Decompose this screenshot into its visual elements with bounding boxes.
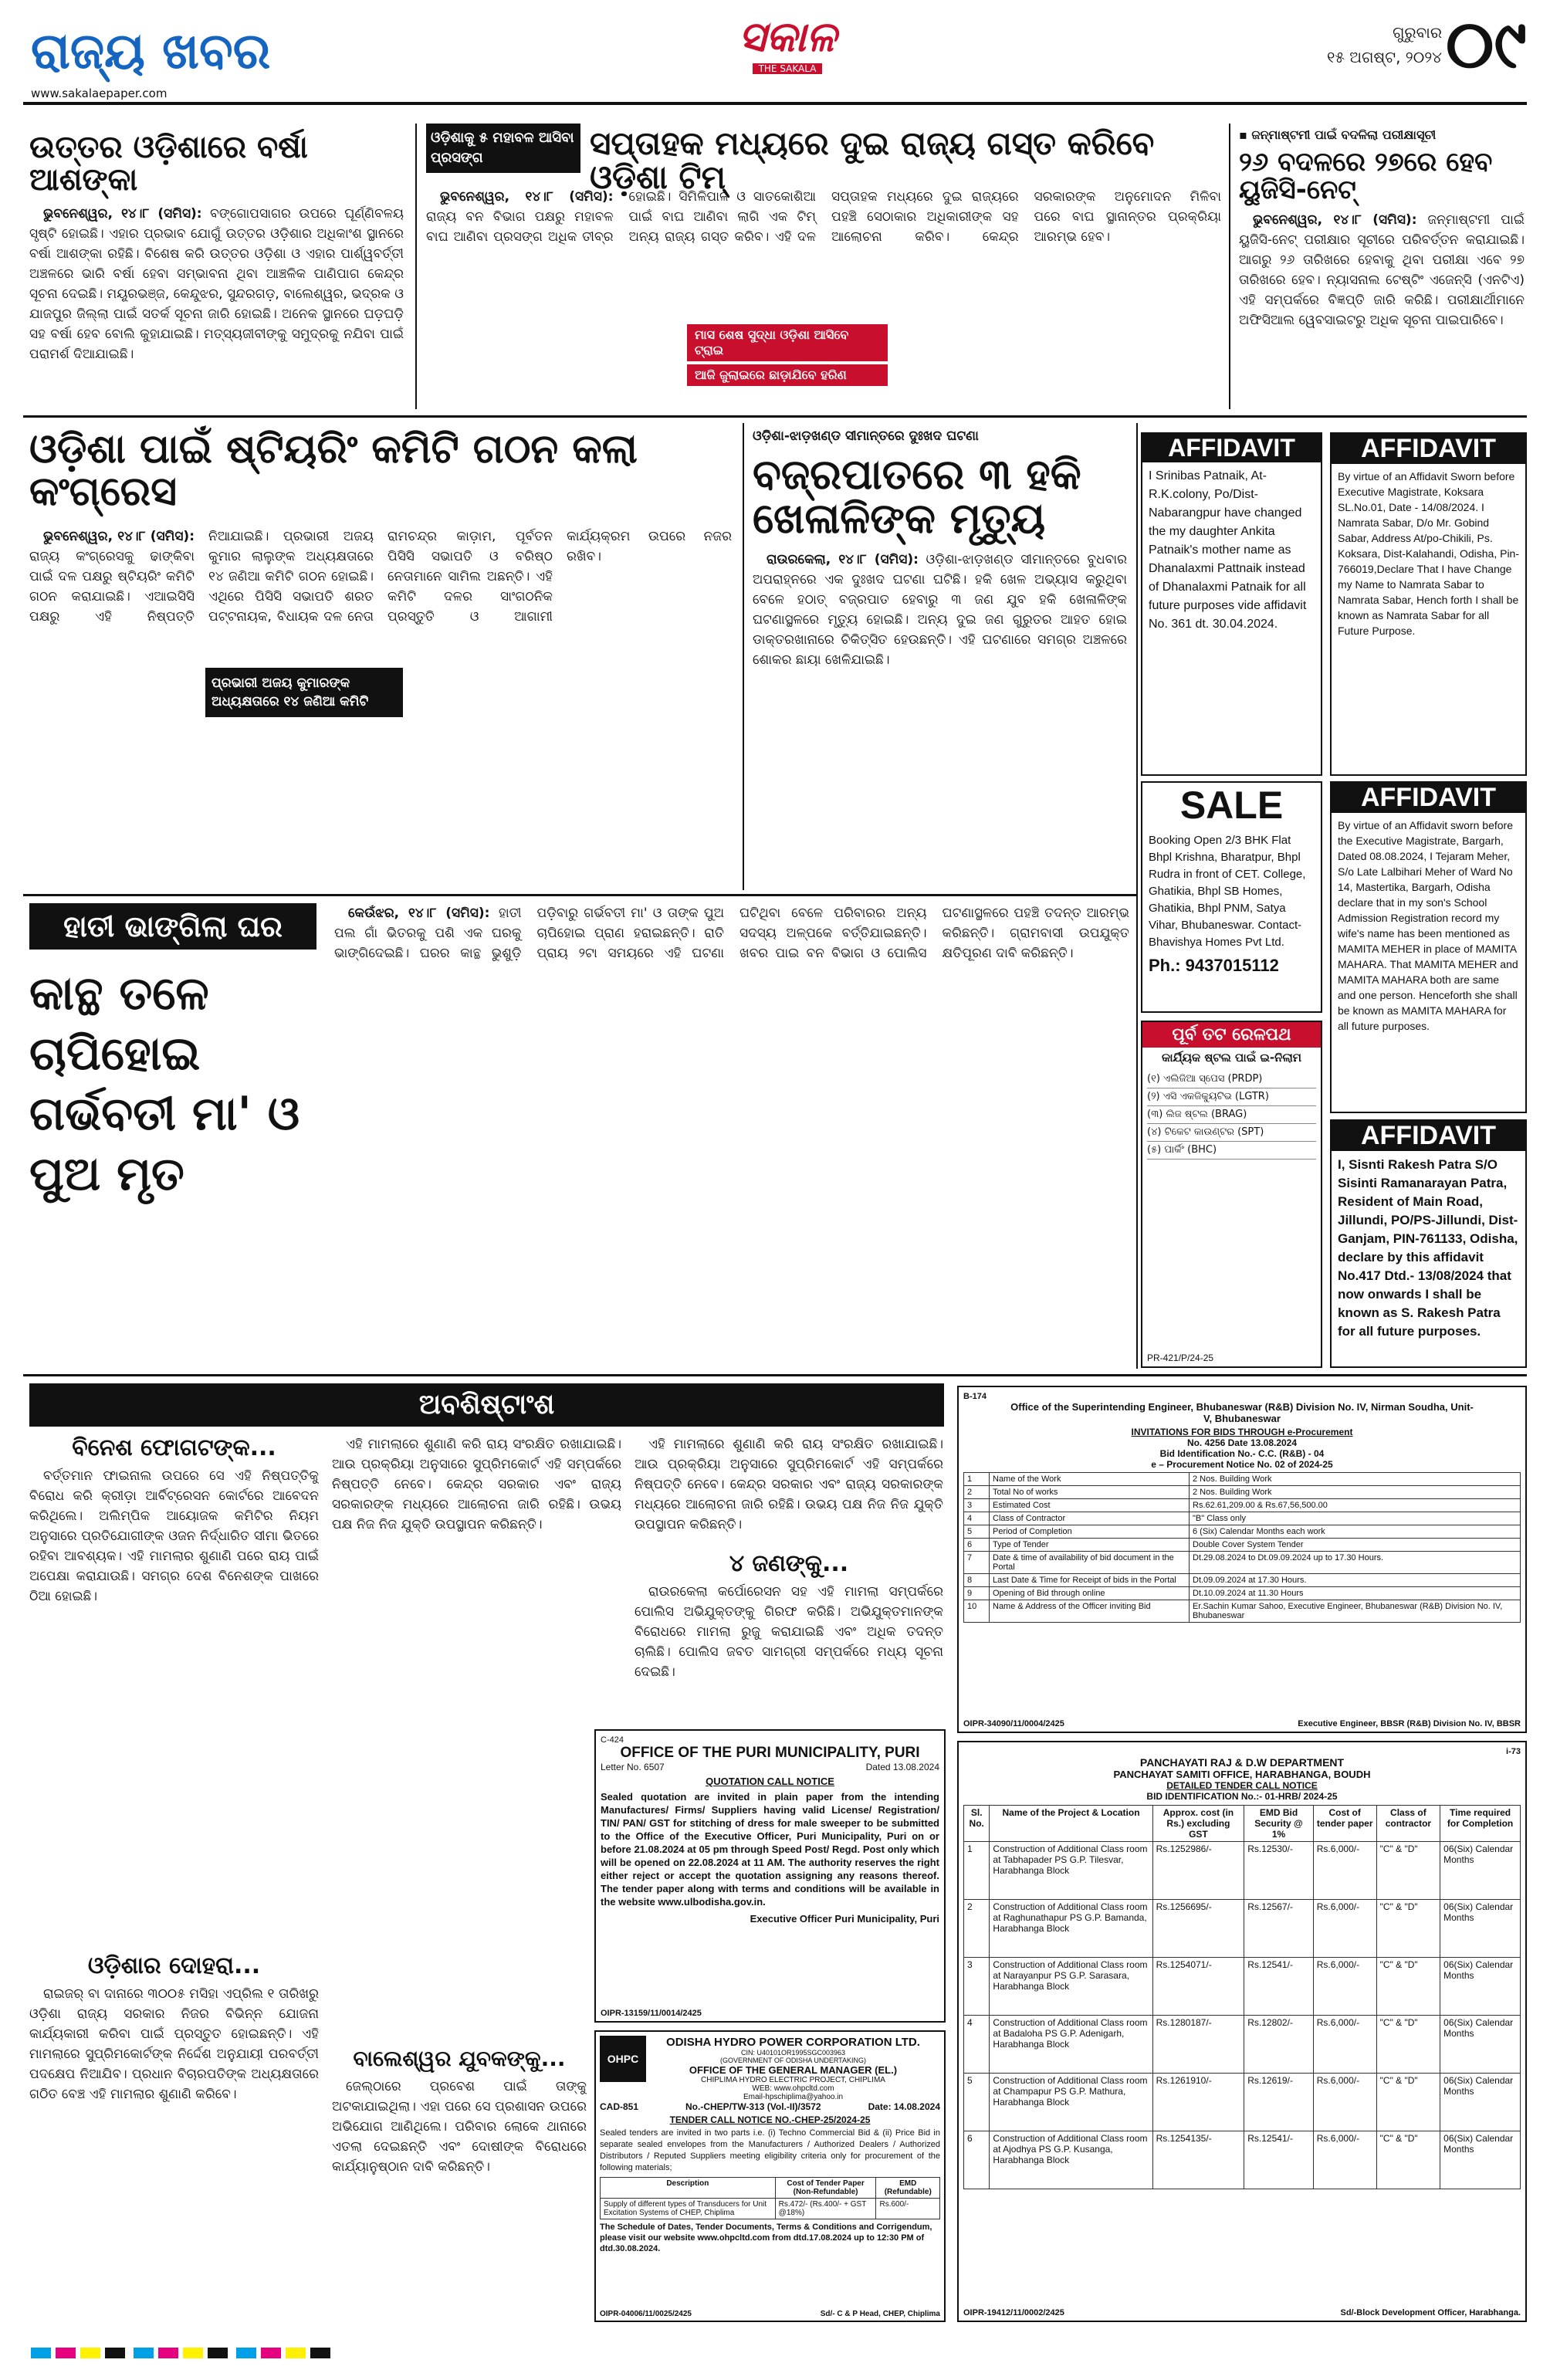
ohpc-tender-ad: [594, 2030, 946, 2322]
ad-code: CAD-851: [600, 2101, 639, 2112]
table-header: Description: [601, 2178, 776, 2199]
sale-phone[interactable]: Ph.: 9437015112: [1149, 956, 1279, 975]
article-body: [334, 903, 1129, 1359]
table-cell: Dt.09.09.2024 at 17.30 Hours.: [1190, 1574, 1521, 1587]
ohpc-title: ODISHA HYDRO POWER CORPORATION LTD.: [666, 2036, 920, 2049]
table-cell: 06(Six) Calendar Months: [1440, 2074, 1521, 2131]
table-cell: 06(Six) Calendar Months: [1440, 1958, 1521, 2016]
table-row: [964, 1958, 1521, 2016]
ad-footer: OIPR-13159/11/0014/2425: [601, 2009, 702, 2018]
table-cell: 8: [964, 1574, 990, 1587]
headline: କାନ୍ଥ ତଳେ ଚାପିହୋଇ ଗର୍ଭବତୀ ମା' ଓ ପୁଅ ମୃତ: [29, 967, 300, 1201]
ohpc-footer-text: The Schedule of Dates, Tender Documents, Terms & Conditions and Corrigendum, please visit our website www.ohpcltd.com from dtd.17.08.2024 up to 12:30 PM of dtd.30.08.2024.: [600, 2223, 932, 2253]
ad-sign: Executive Engineer, BBSR (R&B) Division No. IV, BBSR: [1298, 1719, 1521, 1728]
masthead-day: ଗୁରୁବାର: [1393, 23, 1442, 42]
story-north-odisha-rain: [29, 131, 404, 409]
table-cell: Rs.6,000/-: [1313, 2131, 1376, 2189]
affidavit-title: AFFIDAVIT: [1332, 434, 1525, 464]
body-text: ଜନ୍ମାଷ୍ଟମୀ ପାଇଁ ୟୁଜିସି-ନେଟ୍ ପରୀକ୍ଷାର ସୂଚୀରେ ପରିବର୍ତ୍ତନ କରାଯାଇଛି। ଆଗରୁ ୨୬ ତାରିଖରେ ହେବାକୁ ଥିବା ପରୀକ୍ଷା ଏବେ ୨୭ ତାରିଖରେ ହେବ। ନ୍ୟାସନାଲ ଟେଷ୍ଟିଂ ଏଜେନ୍ସି (ଏନଟିଏ) ଏହି ସମ୍ପର୍କରେ ବିଜ୍ଞପ୍ତି ଜାରି କରିଛି। ପରୀକ୍ଷାର୍ଥୀମାନେ ଅଫିସିଆଲ ୱେବସାଇଟରୁ ଅଧିକ ସୂଚନା ପାଇପାରିବେ।: [1239, 212, 1525, 329]
remaining-col-1: [29, 1434, 319, 2322]
tender-bid-id: BID IDENTIFICATION No.:- 01-HRB/ 2024-25: [1146, 1791, 1338, 1802]
affidavit-ad-2: [1330, 432, 1527, 776]
table-cell: 6 (Six) Calendar Months each work: [1190, 1525, 1521, 1539]
table-cell: Rs.1254135/-: [1152, 2131, 1244, 2189]
ohpc-body: Sealed tenders are invited in two parts i.e. (i) Techno Commercial Bid & (ii) Price Bid in separate sealed envelopes from the Manufacturers / Authorized Dealers / Authorized Distributors / Reputed Suppliers meeting eligibility criteria only for procurement of the following materials;: [600, 2128, 940, 2172]
article-body: [29, 204, 404, 428]
ohpc-cin: CIN: U40101OR1995SGC003963: [740, 2049, 846, 2057]
section-rule: [23, 894, 1136, 896]
highlight-box: [687, 324, 888, 386]
table-cell: Rs.12567/-: [1244, 1900, 1314, 1958]
table-row: [964, 2016, 1521, 2074]
ohpc-no-row: [600, 2101, 940, 2112]
table-cell: 3: [964, 1958, 990, 2016]
table-cell: 2: [964, 1486, 990, 1499]
table-cell: "B" Class only: [1190, 1512, 1521, 1525]
ad-footer: OIPR-34090/11/0004/2425: [963, 1719, 1064, 1728]
article-body: [29, 526, 732, 928]
ad-code: B-174: [963, 1392, 987, 1401]
ohpc-office: OFFICE OF THE GENERAL MANAGER (EL.): [689, 2064, 898, 2076]
railway-rows: [1142, 1068, 1321, 1163]
table-cell: Rs.6,000/-: [1313, 1900, 1376, 1958]
table-cell: 5: [964, 2074, 990, 2131]
table-cell: "C" & "D": [1376, 1842, 1440, 1900]
ad-dated: Dated 13.08.2024: [865, 1762, 939, 1772]
ad-code: i-73: [1506, 1747, 1521, 1756]
table-row: [964, 1499, 1521, 1512]
table-header: Sl. No.: [964, 1806, 990, 1842]
body-text: ଏହି ମାମଲାରେ ଶୁଣାଣି କରି ରାୟ ସଂରକ୍ଷିତ ରଖାଯାଇଛି। ଆଉ ପ୍ରକ୍ରିୟା ଅନୁସାରେ ସୁପ୍ରିମକୋର୍ଟ ଏହି ସମ୍ପର୍କରେ ନିଷ୍ପତ୍ତି ନେବେ। କେନ୍ଦ୍ର ସରକାର ଏବଂ ରାଜ୍ୟ ସରକାରଙ୍କ ମଧ୍ୟରେ ଆଲୋଚନା ଜାରି ରହିଛି। ଉଭୟ ପକ୍ଷ ନିଜ ନିଜ ଯୁକ୍ତି ଉପସ୍ଥାପନ କରିଛନ୍ତି।: [332, 1437, 621, 1532]
ad-sign: Sd/- C & P Head, CHEP, Chiplima: [820, 2310, 940, 2318]
table-cell: 4: [964, 2016, 990, 2074]
table-cell: Rs.6,000/-: [1313, 1958, 1376, 2016]
column-rule: [415, 124, 417, 409]
table-cell: 10: [964, 1600, 990, 1623]
story-elephant: [29, 903, 1129, 1366]
tender-footer-row: [963, 1719, 1521, 1728]
table-row: [964, 2131, 1521, 2189]
subhead-text: ପ୍ରଭାରୀ ଅଜୟ କୁମାରଙ୍କ ଅଧ୍ୟକ୍ଷତାରେ ୧୪ ଜଣିଆ କମିଟି: [212, 675, 369, 709]
story-tag: ହାତୀ ଭାଙ୍ଗିଲା ଘର: [29, 903, 316, 950]
ad-subtitle: QUOTATION CALL NOTICE: [706, 1776, 834, 1787]
dateline: କେଉଁଝର, ୧୪।୮ (ସମିସ):: [348, 906, 490, 921]
highlight-1: ମାସ ଶେଷ ସୁଦ୍ଧା ଓଡ଼ିଶା ଆସିବେ ଟ୍ରାଇ: [687, 324, 888, 361]
table-cell: Rs.12619/-: [1244, 2074, 1314, 2131]
railway-ad: [1141, 1021, 1322, 1368]
affidavit-ad-1: [1141, 432, 1322, 776]
table-cell: Supply of different types of Transducers for Unit Excitation Systems of CHEP, Chiplima: [601, 2199, 776, 2219]
website[interactable]: www.sakalaepaper.com: [31, 86, 168, 100]
table-cell: Rs.12802/-: [1244, 2016, 1314, 2074]
affidavit-title: AFFIDAVIT: [1332, 783, 1525, 813]
table-cell: 2 Nos. Building Work: [1190, 1486, 1521, 1499]
puri-municipality-ad: [594, 1729, 946, 2023]
tender-office: Office of the Superintending Engineer, Bhubaneswar (R&B) Division No. IV, Nirman Soudha, Unit-V, Bhubaneswar: [1010, 1401, 1474, 1424]
column-rule: [1136, 423, 1138, 1369]
ohpc-subtitle: TENDER CALL NOTICE NO.-CHEP-25/2024-25: [669, 2114, 871, 2125]
article-body: [1239, 210, 1525, 395]
page-number: ୦୯: [1445, 6, 1527, 83]
railway-row: (୪) ଟିକେଟ କାଉଣ୍ଟର (SPT): [1147, 1124, 1316, 1142]
tender-footer-row: [963, 2308, 1521, 2317]
table-cell: Rs.1254071/-: [1152, 1958, 1244, 2016]
table-cell: Rs.1280187/-: [1152, 2016, 1244, 2074]
story-lightning: [753, 428, 1127, 888]
table-cell: Last Date & Time for Receipt of bids in the Portal: [990, 1574, 1190, 1587]
table-cell: Double Cover System Tender: [1190, 1539, 1521, 1552]
ad-footer: OIPR-19412/11/0002/2425: [963, 2308, 1064, 2317]
tender-title: INVITATIONS FOR BIDS THROUGH e-Procurement: [1131, 1427, 1353, 1437]
table-cell: Name & Address of the Officer inviting Bid: [990, 1600, 1190, 1623]
table-cell: Rs.12541/-: [1244, 1958, 1314, 2016]
table-cell: Opening of Bid through online: [990, 1587, 1190, 1600]
table-cell: Er.Sachin Kumar Sahoo, Executive Engineer, Bhubaneswar (R&B) Division No. IV, Bhubaneswar: [1190, 1600, 1521, 1623]
table-cell: Construction of Additional Class room at Tabhapader PS G.P. Tilesvar, Harabhanga Block: [990, 1842, 1152, 1900]
ohpc-table: [600, 2177, 940, 2219]
table-cell: 2: [964, 1900, 990, 1958]
article-body: [753, 550, 1127, 874]
table-cell: Period of Completion: [990, 1525, 1190, 1539]
masthead: [0, 0, 1550, 104]
table-row: [964, 1525, 1521, 1539]
table-header: Cost of tender paper: [1313, 1806, 1376, 1842]
ohpc-govt: (GOVERNMENT OF ODISHA UNDERTAKING): [719, 2057, 867, 2064]
dateline: ଭୁବନେଶ୍ୱର, ୧୪।୮ (ସମିସ):: [440, 189, 614, 205]
body-text: ବଙ୍ଗୋପସାଗର ଉପରେ ଘୂର୍ଣ୍ଣିବଳୟ ସୃଷ୍ଟି ହୋଇଛି। ଏହାର ପ୍ରଭାବ ଯୋଗୁଁ ଉତ୍ତର ଓଡ଼ିଶାର ଅଧିକାଂଶ ସ୍ଥାନରେ ବର୍ଷା ଆଶଙ୍କା ରହିଛି। ବିଶେଷ କରି ଉତ୍ତର ଓଡ଼ିଶା ଓ ଏହାର ପାର୍ଶ୍ୱବର୍ତ୍ତୀ ଅଞ୍ଚଳରେ ଭାରି ବର୍ଷା ହେବା ସମ୍ଭାବନା ଥିବା ଆଞ୍ଚଳିକ ପାଣିପାଗ କେନ୍ଦ୍ର ସୂଚନା ଦେଇଛି। ମୟୂରଭଞ୍ଜ, କେନ୍ଦୁଝର, ସୁନ୍ଦରଗଡ଼, ବାଲେଶ୍ୱର, ଭଦ୍ରକ ଓ ଯାଜପୁର ଜିଲ୍ଲା ପାଇଁ ସତର୍କ ସୂଚନା ଜାରି ହୋଇଛି। ଅନେକ ସ୍ଥାନରେ ଘଡ଼ଘଡ଼ି ସହ ବର୍ଷା ହେବ ବୋଲି କୁହାଯାଇଛି। ମତ୍ସ୍ୟଜୀବୀଙ୍କୁ ସମୁଦ୍ରକୁ ନଯିବା ପାଇଁ ପରାମର୍ଶ ଦିଆଯାଇଛି।: [29, 206, 404, 362]
table-row: [964, 1574, 1521, 1587]
remaining-col-3b: [332, 2046, 587, 2324]
headline: ଓଡ଼ିଶା ପାଇଁ ଷ୍ଟିୟରିଂ କମିଟି ଗଠନ କଲା କଂଗ୍ରେସ: [29, 426, 638, 515]
table-cell: Rs.62.61,209.00 & Rs.67,56,500.00: [1190, 1499, 1521, 1512]
ad-footer: OIPR-04006/11/0025/2425: [600, 2310, 692, 2318]
ad-letter: Letter No. 6507: [601, 1762, 665, 1772]
table-row: [964, 1842, 1521, 1900]
section-rule: [23, 415, 1527, 418]
affidavit-ad-4: [1330, 1119, 1527, 1368]
table-cell: 7: [964, 1552, 990, 1574]
ad-body: Sealed quotation are invited in plain paper from the intending Manufactures/ Firms/ Suppliers having valid License/ Registration/ TIN/ PAN/ GST for stitching of dress for male sweeper to be submitted to the Office of the Executive Officer, Puri Municipality, Puri on or before 21.08.2024 at 05 pm through Speed Post/ Regd. Post only which will be opened on 22.08.2024 at 11 AM. The authority reserves the right either reject or accept the quotation assigning any reasons thereof. The tender paper along with terms and conditions will be available in the website www.ulbodisha.gov.in.: [601, 1791, 939, 1908]
table-row: [964, 2074, 1521, 2131]
table-cell: "C" & "D": [1376, 1900, 1440, 1958]
table-header: Time required for Completion: [1440, 1806, 1521, 1842]
headline: ଉତ୍ତର ଓଡ଼ିଶାରେ ବର୍ଷା ଆଶଙ୍କା: [29, 130, 308, 198]
table-cell: Construction of Additional Class room at Badaloha PS G.P. Adenigarh, Harabhanga Block: [990, 2016, 1152, 2074]
body-text: ରାଇଜର୍ ବା ଦାନାରେ ୩୦୦୫ ମସିହା ଏପ୍ରିଲ ୧ ତାରିଖରୁ ଓଡ଼ିଶା ରାଜ୍ୟ ସରକାର ନିଜର ବିଭିନ୍ନ ଯୋଜନା କାର୍ଯ୍ୟକାରୀ କରିବା ପାଇଁ ପ୍ରସ୍ତୁତ ହୋଇଛନ୍ତି। ଏହି ମାମଲାରେ ସୁପ୍ରିମକୋର୍ଟଙ୍କ ନିର୍ଦ୍ଦେଶ ଅନୁଯାୟୀ ପରବର୍ତ୍ତୀ ପଦକ୍ଷେପ ନିଆଯିବ। ପ୍ରଧାନ ବିଚାରପତିଙ୍କ ଅଧ୍ୟକ୍ଷତାରେ ଗଠିତ ବେଞ୍ଚ ଏହି ମାମଲାର ଶୁଣାଣି କରିବେ।: [29, 1986, 319, 2102]
ohpc-date: Date: 14.08.2024: [868, 2101, 940, 2112]
ohpc-email[interactable]: Email-hpschiplima@yahoo.in: [743, 2093, 844, 2101]
railway-row: (୫) ପାର୍କିଂ (BHC): [1147, 1142, 1316, 1160]
affidavit-body: I Srinibas Patnaik, At-R.K.colony, Po/Dist-Nabarangpur have changed the my daughter Ankita Patnaik's mother name as Dhanalaxmi Pattnaik instead of Dhanalaxmi Patnaik for all future purposes vide affidavit No. 361 dt. 30.04.2024.: [1149, 469, 1307, 631]
body-text: ରାଜ୍ୟ କଂଗ୍ରେସକୁ ଢାଙ୍କିବା ପାଇଁ ଦଳ ପକ୍ଷରୁ ଷ୍ଟିୟରିଂ କମିଟି ଗଠନ କରାଯାଇଛି। ଏଆଇସିସି ପକ୍ଷରୁ ଏହି ନିଷ୍ପତ୍ତି ନିଆଯାଇଛି। ପ୍ରଭାରୀ ଅଜୟ କୁମାର ଲାଲୁଙ୍କ ଅଧ୍ୟକ୍ଷତାରେ ୧୪ ଜଣିଆ କମିଟି ଗଠନ ହୋଇଛି। ଏଥିରେ ପିସିସି ସଭାପତି ଶରତ ପଟ୍ଟନାୟକ, ବିଧାୟକ ଦଳ ନେତା ରାମଚନ୍ଦ୍ର କାଡ଼ାମ, ପୂର୍ବତନ ପିସିସି ସଭାପତି ଓ ବରିଷ୍ଠ ନେତାମାନେ ସାମିଲ ଅଛନ୍ତି। ଏହି କମିଟି ଦଳର ସାଂଗଠନିକ ପ୍ରସ୍ତୁତି ଓ ଆଗାମୀ କାର୍ଯ୍ୟକ୍ରମ ଉପରେ ନଜର ରଖିବ।: [29, 529, 732, 625]
table-cell: "C" & "D": [1376, 2016, 1440, 2074]
railway-code: PR-421/P/24-25: [1147, 1353, 1214, 1363]
table-cell: Rs.6,000/-: [1313, 2016, 1376, 2074]
tender-office-2: PANCHAYAT SAMITI OFFICE, HARABHANGA, BOUDH: [1113, 1769, 1371, 1780]
body-text: ହାତୀ ପଲ ଗାଁ ଭିତରକୁ ପଶି ଏକ ଘରକୁ ଭାଙ୍ଗିଦେଇଛି। ଘରର କାନ୍ଥ ଭୁଶୁଡ଼ି ପଡ଼ିବାରୁ ଗର୍ଭବତୀ ମା' ଓ ତାଙ୍କ ପୁଅ ଚାପିହୋଇ ପ୍ରାଣ ହରାଇଛନ୍ତି। ରାତି ପ୍ରାୟ ୨ଟା ସମୟରେ ଏହି ଘଟଣା ଘଟିଥିବା ବେଳେ ପରିବାରର ଅନ୍ୟ ସଦସ୍ୟ ଅଳ୍ପକେ ବର୍ତ୍ତିଯାଇଛନ୍ତି। ଖବର ପାଇ ବନ ବିଭାଗ ଓ ପୋଲିସ ଘଟଣାସ୍ଥଳରେ ପହଞ୍ଚି ତଦନ୍ତ ଆରମ୍ଭ କରିଛନ୍ତି। ଗ୍ରାମବାସୀ ଉପଯୁକ୍ତ କ୍ଷତିପୂରଣ ଦାବି କରିଛନ୍ତି।: [334, 906, 1129, 961]
story-tag: [426, 124, 580, 173]
table-cell: Name of the Work: [990, 1473, 1190, 1486]
tag-text: ଓଡ଼ିଶାକୁ ୫ ମହାବଳ ଆସିବା ପ୍ରସଙ୍ଗ: [431, 130, 574, 166]
masthead-date: ୧୫ ଅଗଷ୍ଟ, ୨୦୨୪: [1327, 48, 1442, 66]
table-row: [964, 1600, 1521, 1623]
ad-title: OFFICE OF THE PURI MUNICIPALITY, PURI: [620, 1745, 920, 1761]
ohpc-footer-row: [600, 2310, 940, 2318]
table-cell: 4: [964, 1512, 990, 1525]
table-cell: 5: [964, 1525, 990, 1539]
table-cell: Date & time of availability of bid document in the Portal: [990, 1552, 1190, 1574]
table-row: [964, 1587, 1521, 1600]
headline: ୨୬ ବଦଳରେ ୨୭ରେ ହେବ ୟୁଜିସି-ନେଟ୍: [1239, 147, 1493, 205]
table-cell: Dt.29.08.2024 to Dt.09.09.2024 up to 17.30 Hours.: [1190, 1552, 1521, 1574]
headline: ବଜ୍ରପାତରେ ୩ ହକି ଖେଳାଳିଙ୍କ ମୃତ୍ୟୁ: [753, 450, 1081, 543]
table-header: Cost of Tender Paper (Non-Refundable): [775, 2178, 876, 2199]
tender-table: [963, 1805, 1521, 2189]
logo-text: ସକାଳ: [738, 12, 837, 61]
railway-title: ପୂର୍ବ ତଟ ରେଳପଥ: [1142, 1022, 1321, 1048]
table-cell: 1: [964, 1473, 990, 1486]
table-cell: 6: [964, 2131, 990, 2189]
item-body: [29, 1466, 319, 1945]
tender-notice: No. 4256 Date 13.08.2024: [1186, 1437, 1298, 1448]
sale-title: SALE: [1142, 783, 1321, 828]
tender-office: PANCHAYATI RAJ & D.W DEPARTMENT: [1139, 1756, 1345, 1769]
column-rule: [743, 423, 744, 890]
table-cell: Construction of Additional Class room at Ajodhya PS G.P. Kusanga, Harabhanga Block: [990, 2131, 1152, 2189]
dateline: ଭୁବନେଶ୍ୱର, ୧୪।୮ (ସମିସ):: [43, 529, 195, 545]
affidavit-ad-3: [1330, 781, 1527, 1113]
remaining-banner: [29, 1383, 944, 1427]
column-rule: [1229, 124, 1230, 409]
item-body: [332, 2077, 587, 2308]
tender-bid-id: Bid Identification No.- C.C. (R&B) - 04: [1159, 1448, 1325, 1459]
railway-row: (୩) ଲିଜ ଷ୍ଟଲ (BRAG): [1147, 1106, 1316, 1124]
table-header-row: [964, 1806, 1521, 1842]
affidavit-body: I, Sisnti Rakesh Patra S/O Sisinti Ramanarayan Patra, Resident of Main Road, Jillundi, PO/PS-Jillundi, Dist-Ganjam, PIN-761133, Odisha, declare by this affidavit No.417 Dtd.- 13/08/2024 that now onwards I shall be known as S. Rakesh Patra for all future purposes.: [1338, 1157, 1518, 1339]
table-cell: Rs.12541/-: [1244, 2131, 1314, 2189]
table-cell: Rs.472/- (Rs.400/- + GST @18%): [775, 2199, 876, 2219]
table-cell: Type of Tender: [990, 1539, 1190, 1552]
ad-letter-row: [601, 1762, 939, 1772]
table-cell: Rs.12530/-: [1244, 1842, 1314, 1900]
section-title: ରାଜ୍ୟ ଖବର: [31, 23, 271, 80]
ohpc-no: No.-CHEP/TW-313 (Vol.-II)/3572: [685, 2101, 821, 2112]
print-registration-bar: [31, 2347, 1521, 2362]
table-cell: 06(Six) Calendar Months: [1440, 1900, 1521, 1958]
item-body: [29, 1984, 319, 2308]
table-header: Approx. cost (in Rs.) excluding GST: [1152, 1806, 1244, 1842]
table-cell: Total No of works: [990, 1486, 1190, 1499]
kicker: ଓଡ଼ିଶା-ଝାଡ଼ଖଣ୍ଡ ସୀମାନ୍ତରେ ଦୁଃଖଦ ଘଟଣା: [753, 428, 979, 444]
body-text: ଜେଲ୍‌ଠାରେ ପ୍ରବେଶ ପାଇଁ ତାଙ୍କୁ ଅଟକାଯାଇଥିଲା। ଏହା ପରେ ସେ ପ୍ରଶାସନ ଉପରେ ଅଭିଯୋଗ ଆଣିଥିଲେ। ପରିବାର ଲୋକେ ଥାନାରେ ଏତଲା ଦେଇଛନ୍ତି ଏବଂ ଦୋଷୀଙ୍କ ବିରୋଧରେ କାର୍ଯ୍ୟାନୁଷ୍ଠାନ ଦାବି କରିଛନ୍ତି।: [332, 2079, 587, 2175]
table-cell: "C" & "D": [1376, 2074, 1440, 2131]
affidavit-body: By virtue of an Affidavit sworn before the Executive Magistrate, Bargarh, Dated 08.08.2024, I Tejaram Meher, S/o Late Lalbihari Meher of Ward No 14, Mastertika, Bargarh, Odisha declare that in my son's School Admission Registration record my wife's name has been mentioned as MAMITA MEHER in place of MAMITA MAHARA. That MAMITA MEHER and MAMITA MAHARA both are same and one person. Henceforth she shall be known as MAMITA MAHARA for all future purposes.: [1338, 819, 1518, 1032]
ohpc-logo-icon: OHPC: [600, 2036, 646, 2082]
railway-subtitle: କାର୍ଯ୍ୟିକ ଷ୍ଟଲ ପାଇଁ ଇ-ନିଲାମ: [1162, 1051, 1301, 1065]
table-header: Name of the Project & Location: [990, 1806, 1152, 1842]
item-body: [635, 1434, 943, 1542]
table-cell: Construction of Additional Class room at Narayanpur PS G.P. Sarasara, Harabhanga Block: [990, 1958, 1152, 2016]
subhead-box: [205, 668, 403, 717]
ad-sign: Executive Officer Puri Municipality, Puri: [750, 1913, 939, 1925]
body-text: ଓଡ଼ିଶା-ଝାଡ଼ଖଣ୍ଡ ସୀମାନ୍ତରେ ବୁଧବାର ଅପରାହ୍ନରେ ଏକ ଦୁଃଖଦ ଘଟଣା ଘଟିଛି। ହକି ଖେଳ ଅଭ୍ୟାସ କରୁଥିବା ବେଳେ ହଠାତ୍ ବଜ୍ରପାତ ହେବାରୁ ୩ ଜଣ ଯୁବ ହକି ଖେଳାଳିଙ୍କ ଘଟଣାସ୍ଥଳରେ ମୃତ୍ୟୁ ହୋଇଛି। ଅନ୍ୟ ଦୁଇ ଜଣ ଗୁରୁତର ଆହତ ହୋଇ ଡାକ୍ତରଖାନାରେ ଚିକିତ୍ସିତ ହେଉଛନ୍ତି। ଏହି ଘଟଣାରେ ସମଗ୍ର ଅଞ୍ଚଳରେ ଶୋକର ଛାୟା ଖେଳିଯାଇଛି।: [753, 552, 1127, 669]
affidavit-title: AFFIDAVIT: [1332, 1121, 1525, 1151]
ohpc-header: [600, 2036, 940, 2101]
table-cell: Rs.600/-: [876, 2199, 940, 2219]
newspaper-logo: [687, 14, 888, 74]
body-text: ଏହି ମାମଲାରେ ଶୁଣାଣି କରି ରାୟ ସଂରକ୍ଷିତ ରଖାଯାଇଛି। ଆଉ ପ୍ରକ୍ରିୟା ଅନୁସାରେ ସୁପ୍ରିମକୋର୍ଟ ଏହି ସମ୍ପର୍କରେ ନିଷ୍ପତ୍ତି ନେବେ। କେନ୍ଦ୍ର ସରକାର ଏବଂ ରାଜ୍ୟ ସରକାରଙ୍କ ମଧ୍ୟରେ ଆଲୋଚନା ଜାରି ରହିଛି। ଉଭୟ ପକ୍ଷ ନିଜ ନିଜ ଯୁକ୍ତି ଉପସ୍ଥାପନ କରିଛନ୍ତି।: [635, 1437, 943, 1532]
table-cell: "C" & "D": [1376, 1958, 1440, 2016]
tender-table: [963, 1472, 1521, 1623]
table-row: [964, 1512, 1521, 1525]
table-cell: 06(Six) Calendar Months: [1440, 2131, 1521, 2189]
rnb-tender-ad: [957, 1386, 1527, 1733]
item-title: ବିନେଶ ଫୋଗଟଙ୍କ...: [72, 1434, 276, 1461]
table-cell: 6: [964, 1539, 990, 1552]
table-cell: 2 Nos. Building Work: [1190, 1473, 1521, 1486]
table-cell: 3: [964, 1499, 990, 1512]
body-text: ରାଉରକେଲା କର୍ପୋରେସନ ସହ ଏହି ମାମଲା ସମ୍ପର୍କରେ ପୋଲିସ ଅଭିଯୁକ୍ତଙ୍କୁ ଗିରଫ କରିଛି। ଅଭିଯୁକ୍ତମାନଙ୍କ ବିରୋଧରେ ମାମଲା ରୁଜୁ କରାଯାଇଛି ଏବଂ ଅଧିକ ତଦନ୍ତ ଚାଲିଛି। ପୋଲିସ ଜବତ ସାମଗ୍ରୀ ସମ୍ପର୍କରେ ମଧ୍ୟ ସୂଚନା ଦେଇଛି।: [635, 1584, 943, 1680]
item-title: ବାଲେଶ୍ୱର ଯୁବକଙ୍କୁ...: [353, 2046, 566, 2071]
body-text: ରାଜ୍ୟ ବନ ବିଭାଗ ପକ୍ଷରୁ ମହାବଳ ବାଘ ଆଣିବା ପ୍ରସଙ୍ଗ ଅଧିକ ତୀବ୍ର ହୋଇଛି। ସିମିଳିପାଳ ଓ ସାତକୋଶିଆ ପାଇଁ ବାଘ ଆଣିବା ଲାଗି ଏକ ଟିମ୍ ଅନ୍ୟ ରାଜ୍ୟ ଗସ୍ତ କରିବ। ଏହି ଦଳ ସପ୍ତାହକ ମଧ୍ୟରେ ଦୁଇ ରାଜ୍ୟରେ ପହଞ୍ଚି ସେଠାକାର ଅଧିକାରୀଙ୍କ ସହ ଆଲୋଚନା କରିବ। କେନ୍ଦ୍ର ସରକାରଙ୍କ ଅନୁମୋଦନ ମିଳିବା ପରେ ବାଘ ସ୍ଥାନାନ୍ତର ପ୍ରକ୍ରିୟା ଆରମ୍ଭ ହେବ।: [426, 189, 1221, 245]
table-cell: Rs.6,000/-: [1313, 2074, 1376, 2131]
dateline: ରାଉରକେଲା, ୧୪।୮ (ସମିସ):: [767, 552, 919, 568]
ad-code: C-424: [601, 1735, 624, 1745]
table-cell: "C" & "D": [1376, 2131, 1440, 2189]
dateline: ଭୁବନେଶ୍ୱର, ୧୪।୮ (ସମିସ):: [43, 206, 202, 222]
kicker: ▪ ଜନ୍ମାଷ୍ଟମୀ ପାଇଁ ବଦଳିଲା ପରୀକ୍ଷାସୂଚୀ: [1239, 127, 1437, 142]
body-text: ବର୍ତ୍ତମାନ ଫାଇନାଲ ଉପରେ ସେ ଏହି ନିଷ୍ପତ୍ତିକୁ ବିରୋଧ କରି କ୍ରୀଡ଼ା ଆର୍ବିଟ୍ରେସନ କୋର୍ଟରେ ଆବେଦନ କରିଥିଲେ। ଅଲିମ୍ପିକ ଆୟୋଜକ କମିଟିର ନିୟମ ଅନୁସାରେ ପ୍ରତିଯୋଗୀଙ୍କ ଓଜନ ନିର୍ଦ୍ଧାରିତ ସୀମା ଭିତରେ ରହିବା ଆବଶ୍ୟକ। ଏହି ମାମଲାର ଶୁଣାଣି ପରେ ରାୟ ପାଇଁ ଅପେକ୍ଷା କରାଯାଉଛି। ସମଗ୍ର ଦେଶ ବିନେଶଙ୍କ ପାଖରେ ଠିଆ ହୋଇଛି।: [29, 1468, 319, 1604]
table-row: [964, 1539, 1521, 1552]
table-cell: 1: [964, 1842, 990, 1900]
table-header: EMD (Refundable): [876, 2178, 940, 2199]
affidavit-title: AFFIDAVIT: [1142, 434, 1321, 462]
logo-subtext: THE SAKALA: [753, 63, 823, 74]
table-cell: Dt.10.09.2024 at 11.30 Hours: [1190, 1587, 1521, 1600]
banner-text: ଅବଶିଷ୍ଟାଂଶ: [418, 1389, 555, 1420]
railway-row: (୨) ଏସି ଏକଜିକ୍ୟୁଟିଭ (LGTR): [1147, 1088, 1316, 1106]
table-row: [964, 1486, 1521, 1499]
item-title: ୪ ଜଣଙ୍କୁ...: [729, 1550, 849, 1577]
table-cell: Rs.1252986/-: [1152, 1842, 1244, 1900]
ohpc-title-block: [646, 2036, 940, 2101]
story-ugc-net: [1239, 127, 1525, 409]
ohpc-web[interactable]: WEB: www.ohpcltd.com: [752, 2084, 834, 2093]
sale-body: Booking Open 2/3 BHK Flat Bhpl Krishna, Bharatpur, Bhpl Rudra in front of CET. College, Ghatikia, Bhpl SB Homes, Ghatikia, Bhpl PNM, Satya Vihar, Bhubaneswar. Contact-Bhavishya Homes Pvt Ltd.: [1149, 834, 1306, 949]
railway-row: (୧) ଏଲିଜିଆ ସ୍ପେସ (PRDP): [1147, 1071, 1316, 1088]
table-cell: Construction of Additional Class room at Raghunathapur PS G.P. Bamanda, Harabhanga Block: [990, 1900, 1152, 1958]
story-tiger-team: [426, 124, 1221, 409]
item-title: ଓଡ଼ିଶାର ଦୋହରା...: [87, 1952, 261, 1979]
table-cell: Construction of Additional Class room at Champapur PS G.P. Mathura, Harabhanga Block: [990, 2074, 1152, 2131]
affidavit-body: By virtue of an Affidavit Sworn before Executive Magistrate, Koksara SL.No.01, Date - 14/08/2024. I Namrata Sabar, D/o Mr. Gobind Sabar, Address At/po-Chikili, Ps. Koksara, Dist-Kalahandi, Odisha, Pin-766019,Declare That I have Change my Name to Namrata Sabar to Namrata Sabar, Hench forth I shall be known as Namrata Sabar for all Future Purpose.: [1338, 470, 1519, 637]
story-congress-committee: [29, 428, 732, 892]
tender-proc: e – Procurement Notice No. 02 of 2024-25: [1151, 1459, 1333, 1470]
table-cell: 06(Six) Calendar Months: [1440, 2016, 1521, 2074]
table-cell: Estimated Cost: [990, 1499, 1190, 1512]
sale-ad: [1141, 781, 1322, 1013]
masthead-rule: [23, 102, 1527, 105]
table-row: [964, 1900, 1521, 1958]
headline: ସପ୍ତାହକ ମଧ୍ୟରେ ଦୁଇ ରାଜ୍ୟ ଗସ୍ତ କରିବେ ଓଡ଼ିଶା ଟିମ୍: [590, 124, 1155, 197]
table-cell: Class of Contractor: [990, 1512, 1190, 1525]
table-cell: Rs.6,000/-: [1313, 1842, 1376, 1900]
table-cell: Rs.1261910/-: [1152, 2074, 1244, 2131]
table-cell: 06(Six) Calendar Months: [1440, 1842, 1521, 1900]
table-row: [964, 1552, 1521, 1574]
section-rule: [23, 1374, 1527, 1376]
table-header: EMD Bid Security @ 1%: [1244, 1806, 1314, 1842]
harabhanga-tender-ad: [957, 1741, 1527, 2322]
table-row: [964, 1473, 1521, 1486]
table-cell: Rs.1256695/-: [1152, 1900, 1244, 1958]
dateline: ଭୁବନେଶ୍ୱର, ୧୪।୮ (ସମିସ):: [1253, 212, 1417, 229]
tender-title: DETAILED TENDER CALL NOTICE: [1166, 1780, 1318, 1791]
highlight-2: ଆଜି ଜୁଲାଇରେ ଛାଡ଼ାଯିବେ ହରିଣ: [687, 364, 888, 386]
table-header: Class of contractor: [1376, 1806, 1440, 1842]
table-cell: 9: [964, 1587, 990, 1600]
ohpc-address: CHIPLIMA HYDRO ELECTRIC PROJECT, CHIPLIMA: [701, 2076, 885, 2084]
ad-sign: Sd/-Block Development Officer, Harabhanga.: [1340, 2308, 1521, 2317]
